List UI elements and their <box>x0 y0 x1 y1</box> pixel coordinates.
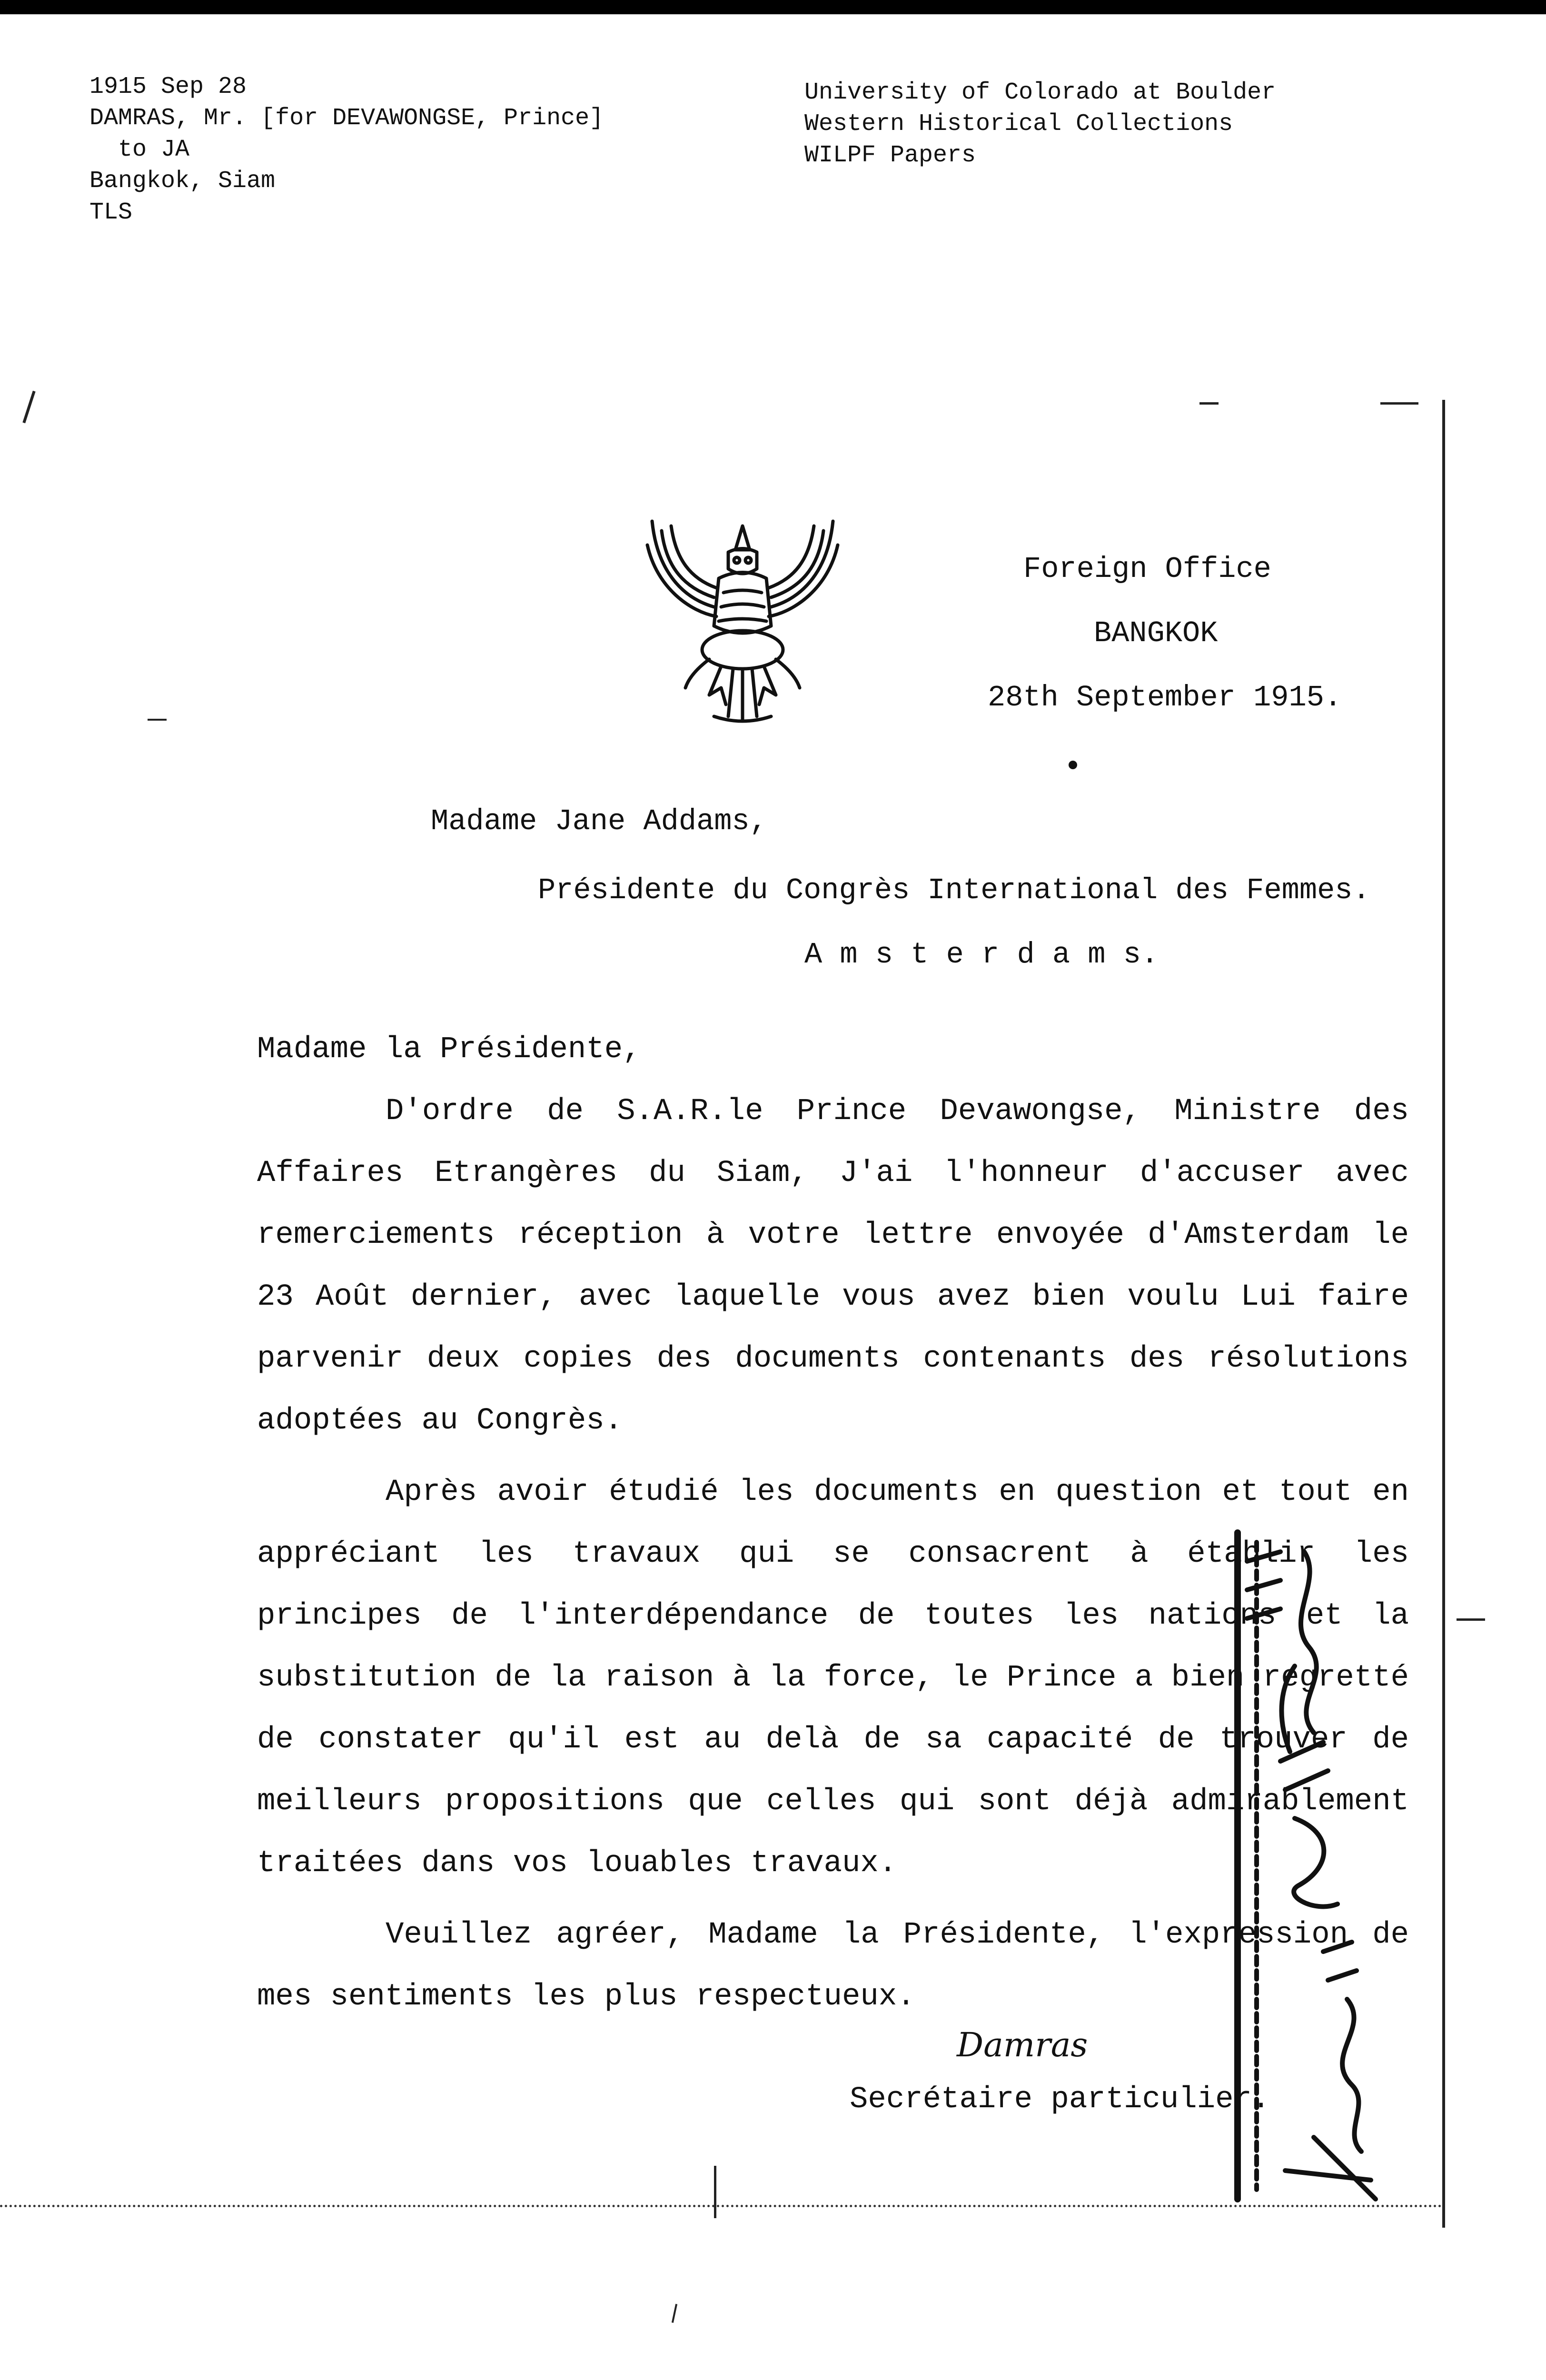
page-edge-bottom <box>0 2205 1442 2207</box>
catalog-recipient: to JA <box>118 136 190 163</box>
recipient-name: Madame Jane Addams, <box>431 804 767 838</box>
scan-top-border <box>0 0 1546 14</box>
letterhead-city: BANGKOK <box>1094 616 1218 650</box>
archival-stamp-icon <box>1228 1523 1385 2218</box>
scan-mark <box>22 391 35 423</box>
signature: Damras <box>957 2025 1088 2064</box>
garuda-emblem-icon <box>638 516 847 726</box>
scan-mark <box>148 719 167 721</box>
salutation: Madame la Présidente, <box>257 1032 641 1067</box>
catalog-place: Bangkok, Siam <box>89 168 276 195</box>
scan-dot <box>1069 761 1077 769</box>
paragraph-3: Veuillez agréer, Madame la Présidente, l'expression de mes sentiments les plus respectueux. <box>257 1918 1409 2014</box>
scan-mark <box>1457 1618 1485 1621</box>
paragraph-2: Après avoir étudié les documents en question et tout en appréciant les travaux qui se consacrent à établir les principes de l'interdépendance de toutes les nations et la substitution de la raison à la force, le Prince a bien regretté de constater qu'il est au delà de sa capacité de trouver de meilleurs propositions que celles qui sont déjà admirablement traitées dans vos louables travaux. <box>257 1475 1409 1881</box>
scan-mark <box>714 2166 716 2218</box>
scan-mark <box>1199 402 1219 405</box>
catalog-right <box>804 77 1276 171</box>
catalog-author: DAMRAS, Mr. [for DEVAWONGSE, Prince] <box>89 105 604 132</box>
catalog-date: 1915 Sep 28 <box>89 73 247 100</box>
catalog-type: TLS <box>89 199 133 226</box>
recipient-city: A m s t e r d a m s. <box>804 938 1159 972</box>
letterhead-office: Foreign Office <box>1023 552 1271 586</box>
page-edge-right <box>1442 400 1445 2228</box>
scan-mark <box>1380 402 1418 405</box>
archive-collection: Western Historical Collections <box>804 110 1233 138</box>
signature-title: Secrétaire particulier. <box>850 2082 1270 2117</box>
paragraph-1: D'ordre de S.A.R.le Prince Devawongse, Ministre des Affaires Etrangères du Siam, J'ai l'honneur d'accuser avec remerciements réception à votre lettre envoyée d'Amsterdam le 23 Août dernier, avec laquelle vous avez bien voulu Lui faire parvenir deux copies des documents contenants des résolutions adoptées au Congrès. <box>257 1094 1409 1438</box>
archive-papers: WILPF Papers <box>804 142 976 169</box>
scan-mark <box>672 2304 677 2323</box>
recipient-title: Présidente du Congrès International des Femmes. <box>538 873 1370 907</box>
archive-institution: University of Colorado at Boulder <box>804 79 1276 106</box>
catalog-left <box>89 71 604 228</box>
letter-date: 28th September 1915. <box>988 681 1342 714</box>
